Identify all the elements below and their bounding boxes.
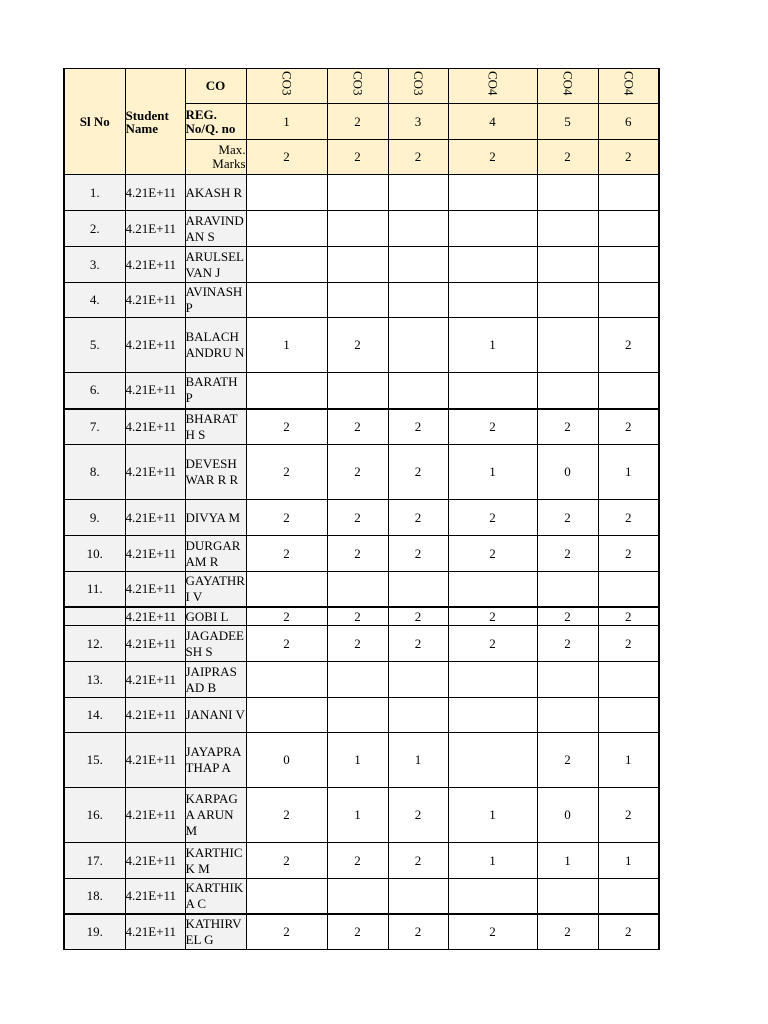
mark-cell — [388, 211, 448, 247]
mark-cell — [388, 698, 448, 733]
table-row — [64, 698, 659, 733]
mark-cell: 1 — [598, 733, 659, 788]
mark-cell: 2 — [327, 500, 388, 536]
co-value: CO4 — [485, 71, 501, 96]
mark-cell: 2 — [598, 536, 659, 572]
mark-cell: 2 — [388, 843, 448, 879]
mark-cell — [388, 175, 448, 211]
mark-cell — [246, 373, 327, 409]
sl-no-cell: 12. — [64, 626, 125, 662]
mark-cell: 1 — [448, 788, 537, 843]
reg-no-cell: 4.21E+11 — [125, 283, 185, 318]
mark-cell: 2 — [388, 536, 448, 572]
mark-cell: 2 — [448, 536, 537, 572]
mark-cell: 2 — [388, 607, 448, 626]
mark-cell — [448, 373, 537, 409]
mark-cell: 0 — [537, 788, 598, 843]
student-name-cell: JANANI V — [185, 698, 246, 733]
mark-cell — [327, 283, 388, 318]
question-number: 6 — [598, 104, 659, 140]
student-name-cell: GOBI L — [185, 607, 246, 626]
sl-no-cell: 15. — [64, 733, 125, 788]
student-name-cell: KATHIRVEL G — [185, 914, 246, 950]
student-name-cell: GAYATHRI V — [185, 572, 246, 607]
mark-cell — [448, 662, 537, 698]
question-number: 5 — [537, 104, 598, 140]
sl-no-cell: 9. — [64, 500, 125, 536]
reg-no-cell: 4.21E+11 — [125, 175, 185, 211]
table-row — [64, 572, 659, 607]
mark-cell — [327, 175, 388, 211]
mark-cell — [598, 211, 659, 247]
mark-cell — [388, 318, 448, 373]
table-row — [64, 175, 659, 211]
mark-cell: 2 — [388, 914, 448, 950]
student-name-cell: BARATH P — [185, 373, 246, 409]
mark-cell: 2 — [448, 626, 537, 662]
student-name-cell: KARPAGA ARUN M — [185, 788, 246, 843]
reg-no-cell: 4.21E+11 — [125, 409, 185, 445]
mark-cell: 2 — [388, 409, 448, 445]
mark-cell: 2 — [327, 914, 388, 950]
table-row — [64, 247, 659, 283]
mark-cell — [448, 283, 537, 318]
reg-no-cell: 4.21E+11 — [125, 572, 185, 607]
student-name-cell: JAGADEESH S — [185, 626, 246, 662]
mark-cell — [598, 247, 659, 283]
mark-cell: 2 — [448, 500, 537, 536]
reg-no-cell: 4.21E+11 — [125, 662, 185, 698]
co-value: CO3 — [350, 71, 366, 96]
mark-cell — [537, 572, 598, 607]
sl-no-cell: 5. — [64, 318, 125, 373]
question-number: 4 — [448, 104, 537, 140]
mark-cell — [388, 879, 448, 914]
mark-cell — [327, 247, 388, 283]
sl-no-cell: 17. — [64, 843, 125, 879]
sl-no-cell: 8. — [64, 445, 125, 500]
max-mark: 2 — [537, 140, 598, 175]
co-value: CO4 — [560, 71, 576, 96]
table-row — [64, 211, 659, 247]
student-name-header: Student Name — [125, 69, 185, 175]
reg-no-cell: 4.21E+11 — [125, 788, 185, 843]
mark-cell: 2 — [327, 409, 388, 445]
mark-cell — [598, 662, 659, 698]
mark-cell — [537, 662, 598, 698]
co-value: CO3 — [411, 71, 426, 96]
reg-no-cell: 4.21E+11 — [125, 211, 185, 247]
table-row — [64, 607, 659, 626]
mark-cell — [537, 373, 598, 409]
mark-cell: 1 — [537, 843, 598, 879]
mark-cell: 2 — [246, 914, 327, 950]
table-row — [64, 500, 659, 536]
reg-no-cell: 4.21E+11 — [125, 843, 185, 879]
table-row — [64, 536, 659, 572]
mark-cell — [388, 572, 448, 607]
mark-cell: 2 — [537, 626, 598, 662]
mark-cell — [537, 318, 598, 373]
mark-cell — [246, 283, 327, 318]
mark-cell — [246, 879, 327, 914]
mark-cell: 2 — [598, 914, 659, 950]
mark-cell — [537, 283, 598, 318]
table-row — [64, 733, 659, 788]
question-number: 3 — [388, 104, 448, 140]
max-mark: 2 — [246, 140, 327, 175]
co-cell-6 — [598, 69, 659, 104]
mark-cell — [388, 247, 448, 283]
reg-no-cell: 4.21E+11 — [125, 607, 185, 626]
table-row — [64, 626, 659, 662]
mark-cell: 2 — [246, 788, 327, 843]
mark-cell: 2 — [327, 445, 388, 500]
table-row — [64, 879, 659, 914]
mark-cell — [598, 283, 659, 318]
mark-cell: 2 — [537, 409, 598, 445]
question-number: 1 — [246, 104, 327, 140]
table-row — [64, 283, 659, 318]
table-row — [64, 445, 659, 500]
mark-cell — [246, 662, 327, 698]
sl-no-cell: 19. — [64, 914, 125, 950]
mark-cell: 1 — [598, 843, 659, 879]
mark-cell — [537, 879, 598, 914]
max-mark: 2 — [327, 140, 388, 175]
reg-no-cell: 4.21E+11 — [125, 914, 185, 950]
table-row — [64, 373, 659, 409]
mark-cell: 2 — [327, 626, 388, 662]
mark-cell: 2 — [327, 318, 388, 373]
reg-label: REG. No/Q. no — [185, 104, 246, 140]
sl-no-cell: 1. — [64, 175, 125, 211]
co-cell-4 — [448, 69, 537, 104]
student-name-cell: DEVESHWAR R R — [185, 445, 246, 500]
mark-cell: 1 — [327, 788, 388, 843]
mark-cell: 2 — [448, 914, 537, 950]
reg-no-cell: 4.21E+11 — [125, 500, 185, 536]
sl-no-cell: 7. — [64, 409, 125, 445]
max-mark: 2 — [448, 140, 537, 175]
mark-cell: 2 — [537, 500, 598, 536]
mark-cell: 2 — [388, 626, 448, 662]
mark-cell: 0 — [246, 733, 327, 788]
mark-cell — [598, 879, 659, 914]
mark-cell: 2 — [327, 607, 388, 626]
mark-cell — [388, 373, 448, 409]
mark-cell — [598, 698, 659, 733]
mark-cell: 2 — [537, 607, 598, 626]
mark-cell: 2 — [327, 843, 388, 879]
mark-cell: 2 — [598, 500, 659, 536]
sl-no-cell: 18. — [64, 879, 125, 914]
table-body — [64, 69, 659, 950]
mark-cell: 1 — [598, 445, 659, 500]
mark-cell: 2 — [327, 536, 388, 572]
max-marks-label: Max. Marks — [185, 140, 246, 175]
co-cell-3 — [388, 69, 448, 104]
mark-cell: 1 — [448, 843, 537, 879]
mark-cell — [327, 373, 388, 409]
mark-cell: 1 — [388, 733, 448, 788]
mark-cell — [598, 175, 659, 211]
mark-cell — [537, 698, 598, 733]
co-value: CO3 — [279, 71, 295, 96]
mark-cell: 2 — [246, 626, 327, 662]
student-name-cell: ARAVINDAN S — [185, 211, 246, 247]
mark-cell: 1 — [448, 318, 537, 373]
mark-cell: 2 — [246, 500, 327, 536]
sl-no-cell: 16. — [64, 788, 125, 843]
mark-cell — [537, 247, 598, 283]
student-name-cell: KARTHIKA C — [185, 879, 246, 914]
student-name-cell: BHARATH S — [185, 409, 246, 445]
mark-cell: 1 — [448, 445, 537, 500]
student-name-cell: ARULSELVAN J — [185, 247, 246, 283]
student-name-cell: JAYAPRATHAP A — [185, 733, 246, 788]
co-cell-5 — [537, 69, 598, 104]
max-mark: 2 — [598, 140, 659, 175]
student-name-cell: DIVYA M — [185, 500, 246, 536]
mark-cell: 2 — [598, 788, 659, 843]
mark-cell: 2 — [598, 318, 659, 373]
co-label: CO — [185, 69, 246, 104]
table-row — [64, 409, 659, 445]
mark-cell — [448, 698, 537, 733]
reg-no-cell: 4.21E+11 — [125, 318, 185, 373]
mark-cell — [327, 572, 388, 607]
sl-no-cell: 3. — [64, 247, 125, 283]
mark-cell: 2 — [246, 445, 327, 500]
mark-cell — [246, 175, 327, 211]
student-name-cell: DURGARAM R — [185, 536, 246, 572]
mark-cell — [246, 247, 327, 283]
mark-cell: 2 — [537, 733, 598, 788]
table-row — [64, 914, 659, 950]
mark-cell: 2 — [598, 409, 659, 445]
sl-no-cell — [64, 607, 125, 626]
mark-cell — [388, 283, 448, 318]
mark-cell — [327, 879, 388, 914]
sl-no-cell: 13. — [64, 662, 125, 698]
mark-cell — [246, 698, 327, 733]
mark-cell — [448, 175, 537, 211]
reg-no-cell: 4.21E+11 — [125, 445, 185, 500]
mark-cell: 1 — [246, 318, 327, 373]
reg-no-cell: 4.21E+11 — [125, 879, 185, 914]
mark-cell — [448, 572, 537, 607]
mark-cell — [448, 879, 537, 914]
sl-no-cell: 2. — [64, 211, 125, 247]
mark-cell: 2 — [388, 500, 448, 536]
sl-no-header: Sl No — [64, 69, 125, 175]
table-row — [64, 843, 659, 879]
mark-cell — [327, 698, 388, 733]
table-row — [64, 318, 659, 373]
sl-no-cell: 10. — [64, 536, 125, 572]
reg-no-cell: 4.21E+11 — [125, 373, 185, 409]
mark-cell — [388, 662, 448, 698]
student-name-cell: AKASH R — [185, 175, 246, 211]
max-mark: 2 — [388, 140, 448, 175]
mark-cell: 2 — [388, 788, 448, 843]
mark-cell: 1 — [327, 733, 388, 788]
mark-cell — [537, 211, 598, 247]
mark-cell: 2 — [246, 536, 327, 572]
mark-cell: 2 — [537, 536, 598, 572]
mark-cell — [327, 662, 388, 698]
mark-cell — [537, 175, 598, 211]
marks-table — [63, 68, 660, 950]
reg-no-cell: 4.21E+11 — [125, 626, 185, 662]
mark-cell: 2 — [448, 607, 537, 626]
sl-no-cell: 14. — [64, 698, 125, 733]
reg-no-cell: 4.21E+11 — [125, 536, 185, 572]
mark-cell: 2 — [246, 607, 327, 626]
sl-no-cell: 11. — [64, 572, 125, 607]
sl-no-cell: 4. — [64, 283, 125, 318]
student-name-cell: JAIPRASAD B — [185, 662, 246, 698]
mark-cell: 2 — [246, 843, 327, 879]
reg-no-cell: 4.21E+11 — [125, 733, 185, 788]
mark-cell — [598, 373, 659, 409]
co-cell-1 — [246, 69, 327, 104]
co-cell-2 — [327, 69, 388, 104]
question-number: 2 — [327, 104, 388, 140]
table-row — [64, 662, 659, 698]
mark-cell: 2 — [537, 914, 598, 950]
mark-cell — [448, 211, 537, 247]
mark-cell — [448, 247, 537, 283]
table-row — [64, 788, 659, 843]
mark-cell — [246, 572, 327, 607]
mark-cell: 2 — [388, 445, 448, 500]
mark-cell: 2 — [598, 626, 659, 662]
student-name-cell: BALACHANDRU N — [185, 318, 246, 373]
mark-cell — [598, 572, 659, 607]
mark-cell — [246, 211, 327, 247]
mark-cell — [448, 733, 537, 788]
student-name-cell: AVINASH P — [185, 283, 246, 318]
mark-cell: 0 — [537, 445, 598, 500]
mark-cell: 2 — [246, 409, 327, 445]
mark-cell — [327, 211, 388, 247]
student-name-cell: KARTHICK M — [185, 843, 246, 879]
mark-cell: 2 — [598, 607, 659, 626]
reg-no-cell: 4.21E+11 — [125, 698, 185, 733]
sl-no-cell: 6. — [64, 373, 125, 409]
reg-no-cell: 4.21E+11 — [125, 247, 185, 283]
mark-cell: 2 — [448, 409, 537, 445]
co-value: CO4 — [621, 71, 637, 96]
